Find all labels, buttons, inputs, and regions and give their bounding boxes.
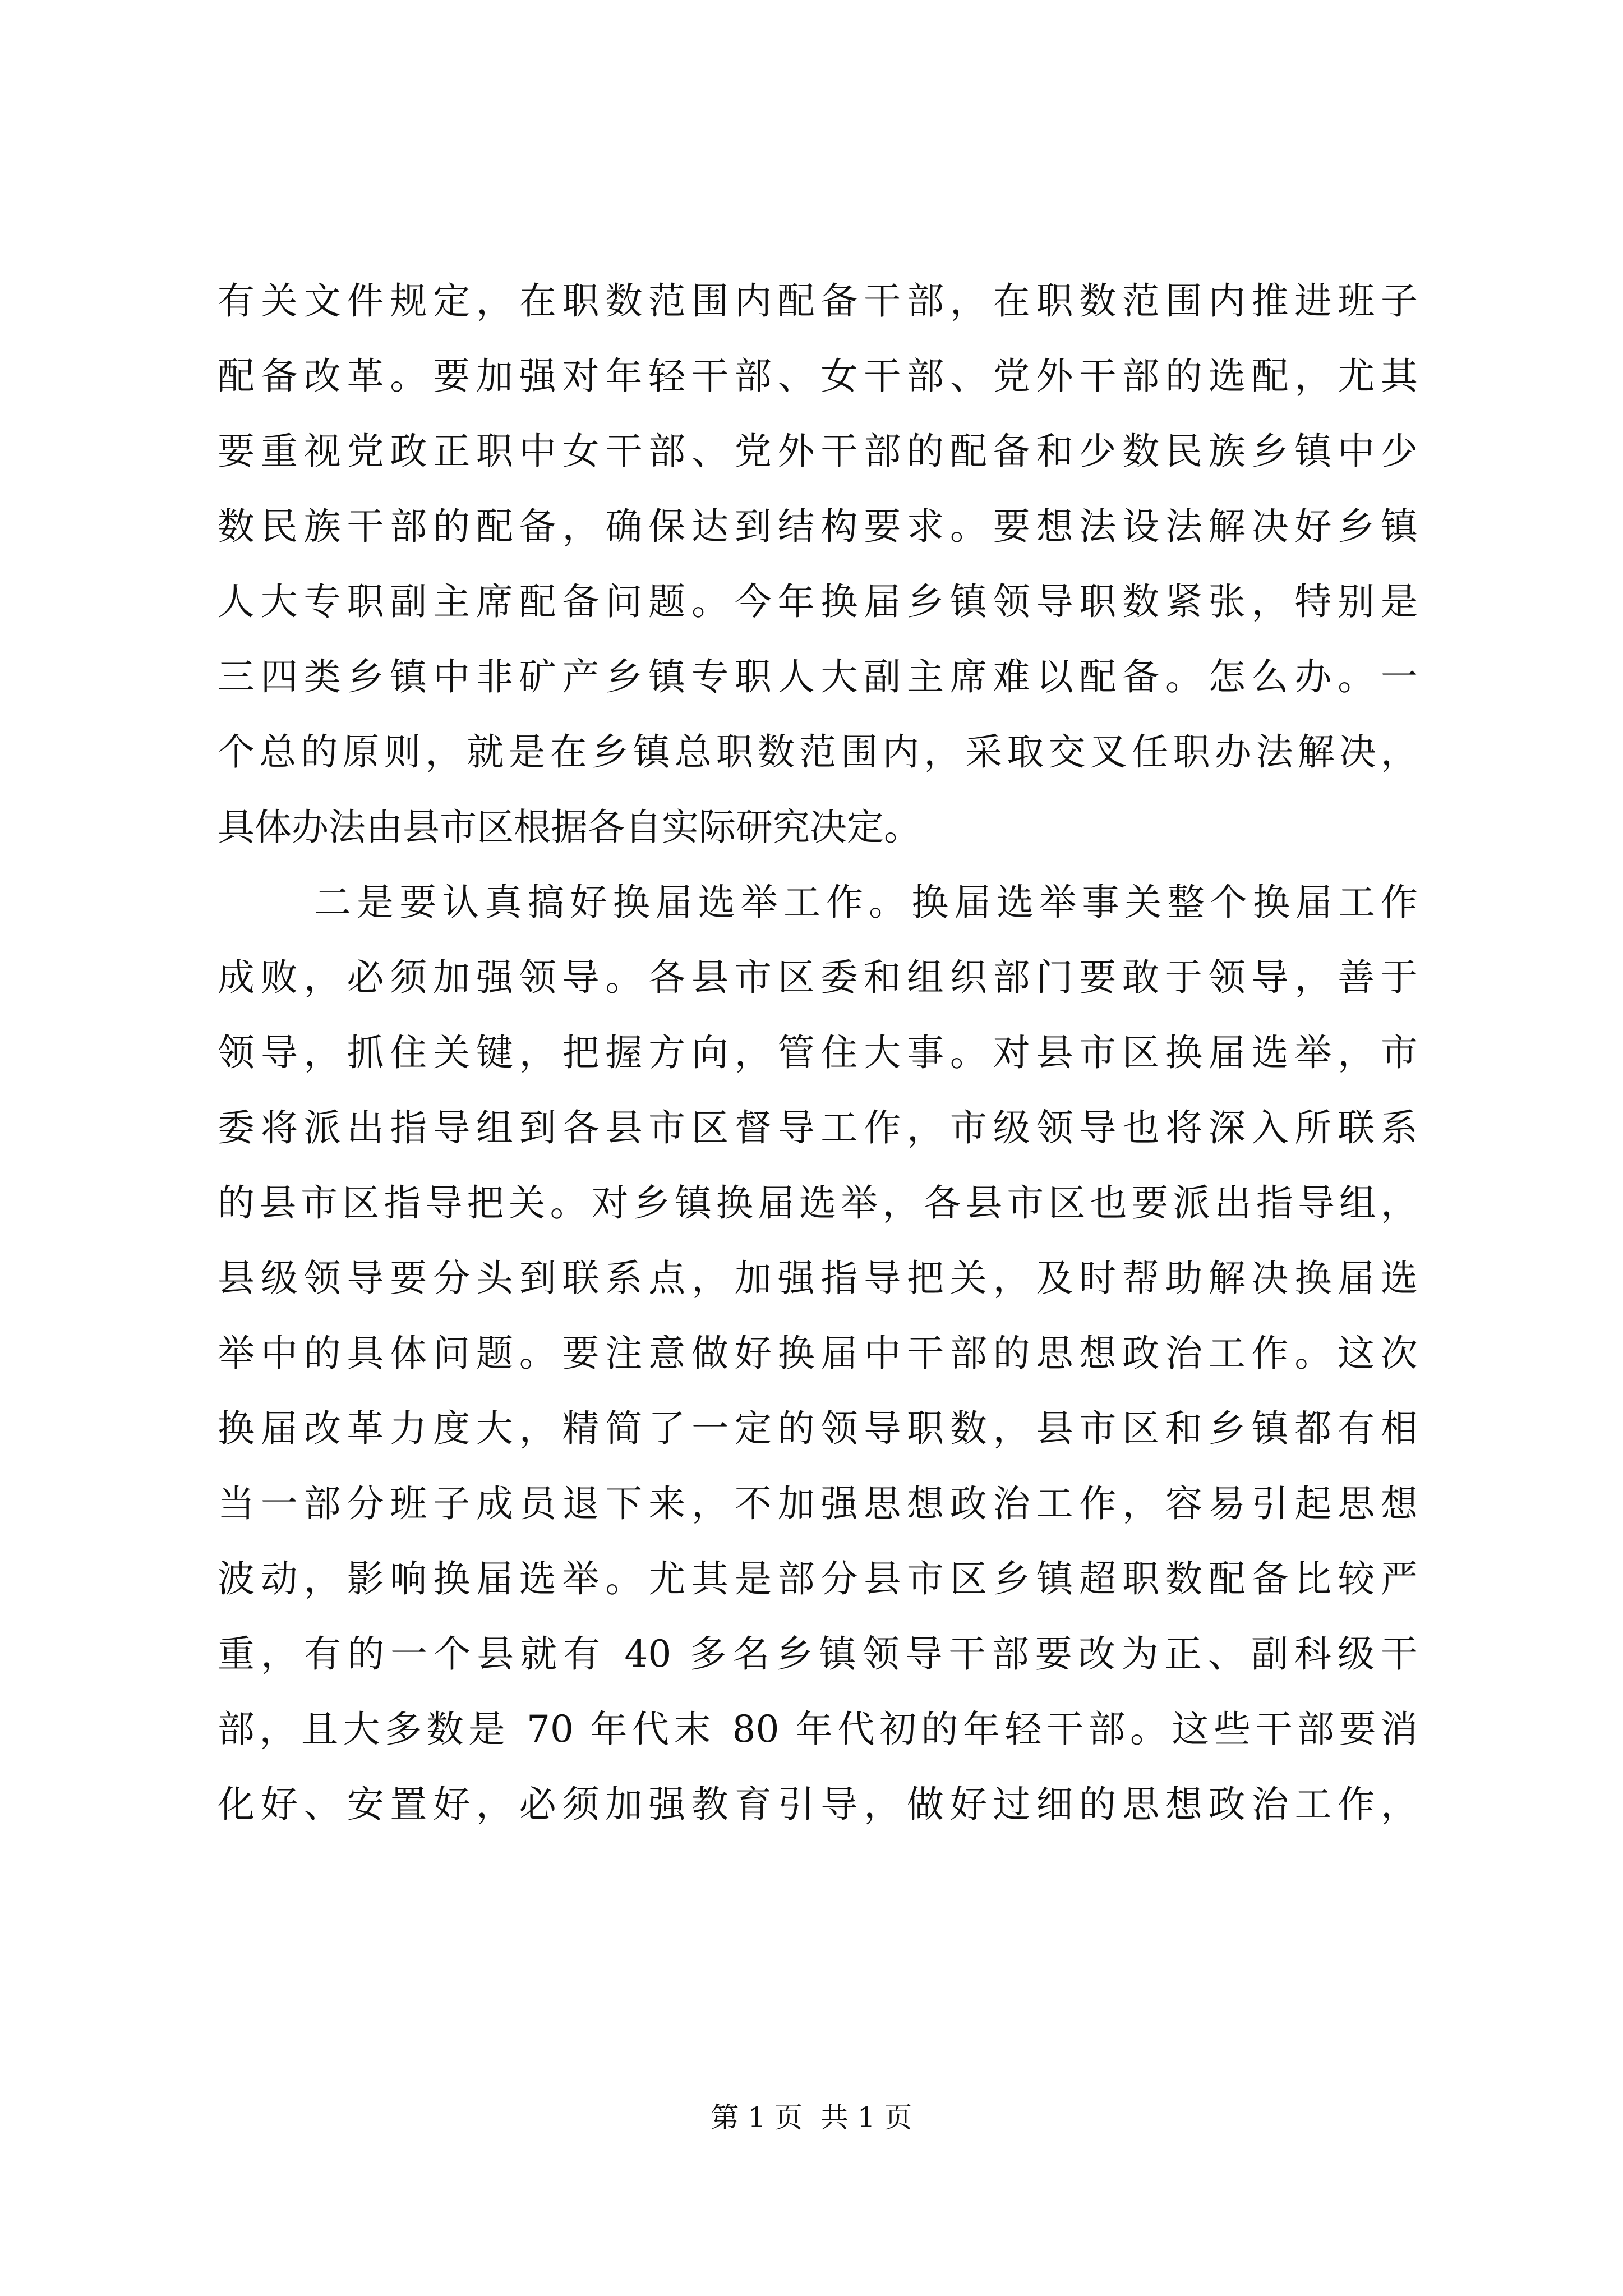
paragraph-2-line-2: 成败，必须加强领导。各县市区委和组织部门要敢于领导，善于 <box>218 956 1418 999</box>
paragraph-1-line-4: 数民族干部的配备，确保达到结构要求。要想法设法解决好乡镇 <box>218 505 1418 548</box>
paragraph-1-line-5: 人大专职副主席配备问题。今年换届乡镇领导职数紧张，特别是 <box>218 580 1418 623</box>
paragraph-1-line-1: 有关文件规定，在职数范围内配备干部，在职数范围内推进班子 <box>218 279 1418 323</box>
paragraph-2-line-8: 换届改革力度大，精简了一定的领导职数，县市区和乡镇都有相 <box>218 1407 1418 1450</box>
paragraph-2-line-12: 部，且大多数是 70 年代末 80 年代初的年轻干部。这些干部要消 <box>218 1708 1418 1751</box>
paragraph-2-line-4: 委将派出指导组到各县市区督导工作，市级领导也将深入所联系 <box>218 1106 1418 1149</box>
paragraph-1-line-8: 具体办法由县市区根据各自实际研究决定。 <box>218 806 921 849</box>
paragraph-2-line-7: 举中的具体问题。要注意做好换届中干部的思想政治工作。这次 <box>218 1332 1418 1375</box>
paragraph-2-line-9: 当一部分班子成员退下来，不加强思想政治工作，容易引起思想 <box>218 1482 1418 1525</box>
paragraph-2-line-10: 波动，影响换届选举。尤其是部分县市区乡镇超职数配备比较严 <box>218 1557 1418 1600</box>
document-body <box>218 264 1418 1842</box>
page-footer <box>0 2098 1623 2137</box>
paragraph-2-line-3: 领导，抓住关键，把握方向，管住大事。对县市区换届选举，市 <box>218 1031 1418 1074</box>
paragraph-2-line-5: 的县市区指导把关。对乡镇换届选举，各县市区也要派出指导组， <box>218 1181 1418 1225</box>
paragraph-1-line-2: 配备改革。要加强对年轻干部、女干部、党外干部的选配，尤其 <box>218 355 1418 398</box>
paragraph-1-line-6: 三四类乡镇中非矿产乡镇专职人大副主席难以配备。怎么办。一 <box>218 655 1418 698</box>
paragraph-2-line-11: 重，有的一个县就有 40 多名乡镇领导干部要改为正、副科级干 <box>218 1632 1418 1676</box>
paragraph-1-line-3: 要重视党政正职中女干部、党外干部的配备和少数民族乡镇中少 <box>218 430 1418 473</box>
paragraph-2-line-6: 县级领导要分头到联系点，加强指导把关，及时帮助解决换届选 <box>218 1257 1418 1300</box>
page-number-label: 第 1 页 共 1 页 <box>711 2101 912 2134</box>
paragraph-1-line-7: 个总的原则，就是在乡镇总职数范围内，采取交叉任职办法解决， <box>218 730 1418 774</box>
paragraph-2-line-1: 二是要认真搞好换届选举工作。换届选举事关整个换届工作 <box>314 881 1418 924</box>
paragraph-2-line-13: 化好、安置好，必须加强教育引导，做好过细的思想政治工作， <box>218 1783 1418 1826</box>
